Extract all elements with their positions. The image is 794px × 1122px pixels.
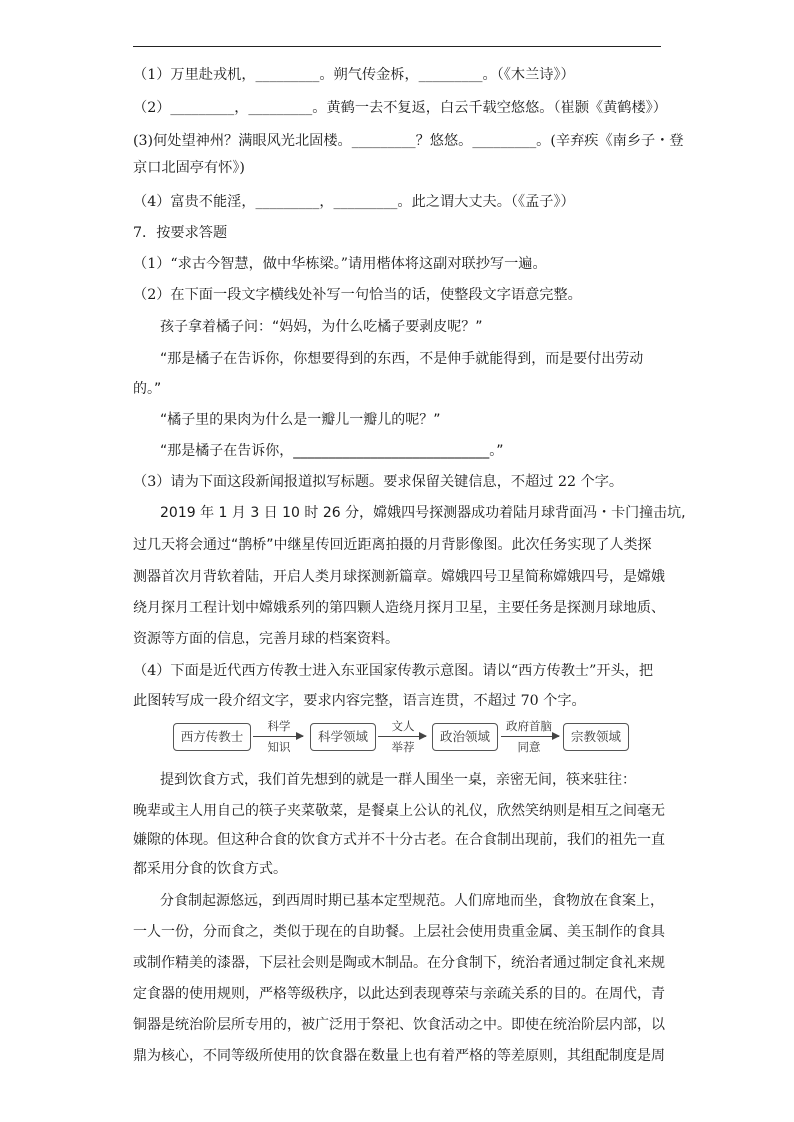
news-line: 过几天将会通过“鹊桥”中继星传回近距离拍摄的月背影像图。此次任务实现了人类探 xyxy=(133,537,652,553)
passage-line: 鼎为核心，不同等级所使用的饮食器在数量上也有着严格的等差原则，其组配制度是周 xyxy=(133,1048,665,1064)
q6-item-4: （4）富贵不能淫，_________，_________。此之谓大丈夫。（《孟子》） xyxy=(133,194,575,210)
arrow-right-icon xyxy=(253,736,303,737)
news-line: 绕月探月工程计划中嫦娥系列的第四颗人造绕月探月卫星，主要任务是探测月球地质、 xyxy=(133,600,665,616)
q6-item-3-line2: 京口北固亭有怀》) xyxy=(133,160,245,176)
q7-part3: （3）请为下面这段新闻报道拟写标题。要求保留关键信息，不超过 22 个字。 xyxy=(133,474,624,490)
dialog-line: “那是橘子在告诉你，你想要得到的东西，不是伸手就能得到，而是要付出劳动 xyxy=(160,351,644,367)
arrow-right-icon xyxy=(501,736,559,737)
q6-item-3-line1: (3)何处望神州？满眼风光北固楼。_________？悠悠。_________。(辛弃疾《南乡子・登 xyxy=(133,133,684,149)
passage-line: 定食器的使用规则，严格等级秩序，以此达到表现尊荣与亲疏关系的目的。在周代，青 xyxy=(133,986,665,1002)
flow-box-politics: 政治领域 xyxy=(432,723,498,751)
header-rule xyxy=(133,46,661,47)
passage-line: 铜器是统治阶层所专用的，被广泛用于祭祀、饮食活动之中。即使在统治阶层内部，以 xyxy=(133,1017,665,1033)
dialog-line: 孩子拿着橘子问：“妈妈，为什么吃橘子要剥皮呢？” xyxy=(160,319,483,335)
flow-arrow3-bottom-label: 同意 xyxy=(517,740,541,754)
flow-box-science: 科学领域 xyxy=(310,723,376,751)
flow-arrow1-bottom-label: 知识 xyxy=(267,740,291,754)
passage-line: 或制作精美的漆器，下层社会则是陶或木制品。在分食制下，统治者通过制定食礼来规 xyxy=(133,955,665,971)
flow-arrow2-bottom-label: 举荐 xyxy=(391,740,415,754)
passage-line: 都采用分食的饮食方式。 xyxy=(133,861,287,877)
passage-line: 分食制起源悠远，到西周时期已基本定型规范。人们席地而坐，食物放在食案上， xyxy=(160,893,664,909)
flow-arrow3-top-label: 政府首脑 xyxy=(506,719,552,733)
q7-part4-line2: 此图转写成一段介绍文字，要求内容完整，语言连贯，不超过 70 个字。 xyxy=(133,693,586,709)
news-line: 2019 年 1 月 3 日 10 时 26 分，嫦娥四号探测器成功着陆月球背面冯・卡门撞击坑, xyxy=(160,505,686,521)
dialog-line: “橘子里的果肉为什么是一瓣儿一瓣儿的呢？” xyxy=(160,412,441,428)
q7-part2: （2）在下面一段文字横线处补写一句恰当的话，使整段文字语意完整。 xyxy=(133,287,582,303)
q6-item-1: （1）万里赴戎机，_________。朔气传金柝，_________。（《木兰诗》） xyxy=(133,67,575,83)
arrow-right-icon xyxy=(378,736,426,737)
missionary-flow-diagram xyxy=(173,720,633,764)
dialog-line: 的。” xyxy=(133,381,162,397)
passage-line: 嫌隙的体现。但这种合食的饮食方式并不十分古老。在合食制出现前，我们的祖先一直 xyxy=(133,832,665,848)
q7-part4-line1: （4）下面是近代西方传教士进入东亚国家传教示意图。请以“西方传教士”开头，把 xyxy=(133,663,654,679)
flow-arrow2-top-label: 文人 xyxy=(391,719,415,733)
q7-title: 7．按要求答题 xyxy=(133,225,228,241)
passage-line: 提到饮食方式，我们首先想到的就是一群人围坐一桌，亲密无间，筷来驻往： xyxy=(160,772,636,788)
flow-box-missionary: 西方传教士 xyxy=(173,723,251,751)
news-line: 测器首次月背软着陆，开启人类月球探测新篇章。嫦娥四号卫星简称嫦娥四号，是嫦娥 xyxy=(133,569,665,585)
passage-line: 一人一份，分而食之，类似于现在的自助餐。上层社会使用贵重金属、美玉制作的食具 xyxy=(133,924,665,940)
passage-line: 晚辈或主人用自己的筷子夹菜敬菜，是餐桌上公认的礼仪，欣然笑纳则是相互之间毫无 xyxy=(133,803,665,819)
dialog-answer-blank: “那是橘子在告诉你，____________________________。” xyxy=(160,443,504,459)
q7-part1: （1）“求古今智慧，做中华栋梁。”请用楷体将这副对联抄写一遍。 xyxy=(133,256,547,272)
q6-item-2: （2）_________，_________。黄鹤一去不复返，白云千载空悠悠。（崔颢《黄鹤楼》） xyxy=(133,100,667,116)
flow-arrow1-top-label: 科学 xyxy=(267,719,291,733)
news-line: 资源等方面的信息，完善月球的档案资料。 xyxy=(133,631,399,647)
flow-box-religion: 宗教领域 xyxy=(563,723,629,751)
